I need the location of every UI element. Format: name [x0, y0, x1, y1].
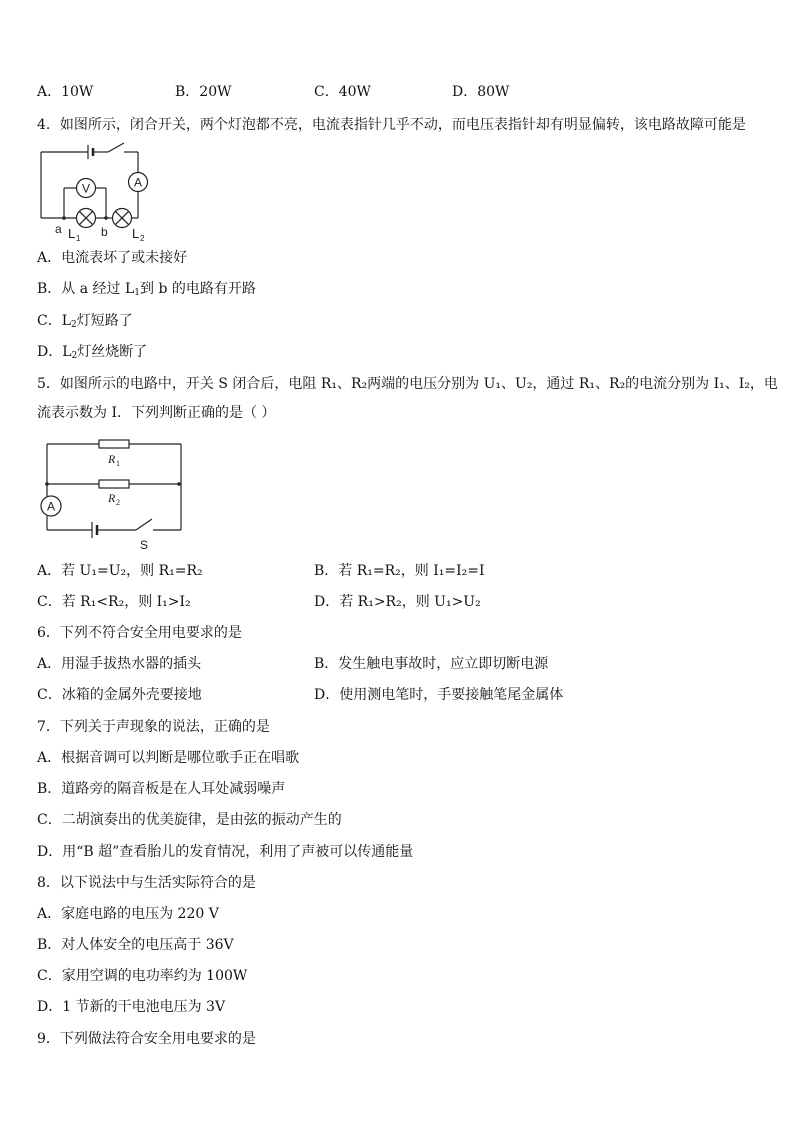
q6-option-a: A．用湿手拔热水器的插头	[37, 656, 202, 672]
q8-option-a: A．家庭电路的电压为 220 V	[37, 906, 219, 922]
q6-option-d: D．使用测电笔时，手要接触笔尾金属体	[314, 687, 564, 703]
q5-stem-line1: 5．如图所示的电路中，开关 S 闭合后，电阻 R₁、R₂两端的电压分别为 U₁、U₂，通过 R₁、R₂的电流分别为 I₁、I₂，电	[37, 376, 778, 392]
point-a-label: a	[55, 222, 62, 236]
junction-b-dot	[104, 216, 108, 220]
r1-subscript: 1	[116, 459, 120, 468]
r2-label: R	[108, 491, 116, 505]
ammeter-label: A	[46, 499, 56, 514]
resistor-r1-icon	[99, 440, 129, 448]
q7-option-c: C．二胡演奏出的优美旋律，是由弦的振动产生的	[37, 812, 342, 828]
lamp-l1-subscript: 1	[76, 234, 81, 243]
q5-circuit-figure	[38, 436, 186, 552]
r2-subscript: 2	[116, 498, 120, 507]
q3-option-b: B．20W	[175, 84, 232, 100]
q4-circuit-figure	[38, 140, 153, 242]
q8-stem: 8．以下说法中与生活实际符合的是	[37, 875, 256, 891]
q7-stem: 7．下列关于声现象的说法，正确的是	[37, 719, 270, 735]
q4-option-a: A．电流表坏了或未接好	[37, 250, 188, 266]
lamp-l2-label: L	[132, 226, 140, 241]
q3-option-d: D．80W	[452, 84, 510, 100]
junction-right-dot	[177, 482, 181, 486]
lamp-l1-label: L	[68, 226, 76, 241]
r1-label: R	[108, 452, 116, 466]
q7-option-d: D．用“B 超”查看胎儿的发育情况，利用了声被可以传通能量	[37, 844, 414, 860]
q8-option-d: D．1 节新的干电池电压为 3V	[37, 999, 226, 1015]
lamp-l2-icon	[113, 209, 132, 228]
switch-blade-icon	[136, 519, 152, 530]
q5-option-a: A．若 U₁=U₂，则 R₁=R₂	[37, 563, 203, 579]
q8-option-c: C．家用空调的电功率约为 100W	[37, 968, 248, 984]
point-b-label: b	[101, 225, 108, 239]
lamp-l1-icon	[77, 209, 96, 228]
q6-option-c: C．冰箱的金属外壳要接地	[37, 687, 202, 703]
q7-option-a: A．根据音调可以判断是哪位歌手正在唱歌	[37, 750, 300, 766]
junction-a-dot	[62, 216, 66, 220]
q5-option-b: B．若 R₁=R₂，则 I₁=I₂=I	[314, 563, 485, 579]
q5-stem-line2: 流表示数为 I．下列判断正确的是（ ）	[37, 405, 276, 421]
ammeter-label: A	[133, 175, 143, 190]
q6-option-b: B．发生触电事故时，应立即切断电源	[314, 656, 549, 672]
q9-stem: 9．下列做法符合安全用电要求的是	[37, 1031, 256, 1047]
q4-stem: 4．如图所示，闭合开关，两个灯泡都不亮，电流表指针几乎不动，而电压表指针却有明显偏转，该电路故障可能是	[37, 117, 746, 133]
q3-option-c: C．40W	[314, 84, 371, 100]
q4-option-c: C．$L_2$灯短路了	[37, 313, 133, 330]
q6-stem: 6．下列不符合安全用电要求的是	[37, 625, 242, 641]
junction-left-dot	[45, 482, 49, 486]
voltmeter-label: V	[81, 181, 91, 196]
q5-option-c: C．若 R₁<R₂，则 I₁>I₂	[37, 594, 191, 610]
q7-option-b: B．道路旁的隔音板是在人耳处减弱噪声	[37, 781, 286, 797]
q4-option-b: B．从 a 经过 $L_1$到 b 的电路有开路	[37, 281, 256, 298]
q4-option-d: D．$L_2$灯丝烧断了	[37, 344, 148, 361]
q5-option-d: D．若 R₁>R₂，则 U₁>U₂	[314, 594, 481, 610]
switch-label: S	[140, 538, 149, 552]
q8-option-b: B．对人体安全的电压高于 36V	[37, 937, 234, 953]
lamp-l2-subscript: 2	[140, 234, 145, 243]
q3-option-a: A．10W	[37, 84, 94, 100]
resistor-r2-icon	[99, 480, 129, 488]
switch-blade-icon	[108, 143, 124, 152]
